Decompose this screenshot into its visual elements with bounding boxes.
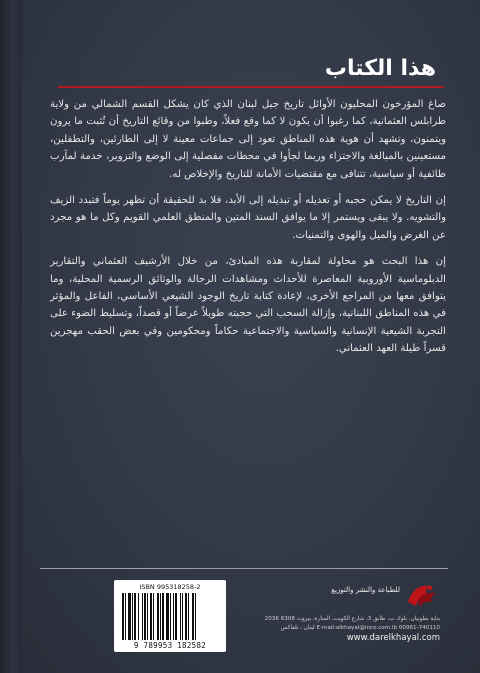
cover-title: هذا الكتاب xyxy=(324,56,436,81)
footer-divider xyxy=(40,568,448,569)
blurb-paragraph-3: إن هذا البحث هو محاولة لمقاربة هذه المبادئ، من خلال الأرشيف العثماني والتقارير الدبلوماسية الأوروبية المعاصرة للأحداث ومشاهدات الرحالة والوثائق الرسمية المحلية، وما يتوافق معها من المراجع الأخرى، لإعادة كتابة تاريخ الوجود الشيعي الأساسي، الفاعل والمؤثر في هذه المناطق اللبنانية، وإزالة السحب التي حجبته طويلاً عرضاً أو قصداً، وتسليط الضوء على التجربة الشيعية الإنسانية والسياسية والاجتماعية حكاماً ومحكومين وفي بعض الحقب مهجرين قسراً طيلة العهد العثماني. xyxy=(50,256,446,355)
publisher-contact: E-mail:alkhayal@inco.com.lb 00961-740110 لبنان ، تلفاكس xyxy=(280,625,440,631)
barcode-icon xyxy=(122,593,218,640)
publisher-block xyxy=(228,580,440,650)
book-spine xyxy=(0,0,22,673)
title-underline xyxy=(58,86,444,88)
publisher-name: للطباعة والنشر والتوزيع xyxy=(331,586,400,594)
isbn-label: ISBN 995318258-2 xyxy=(139,583,201,591)
blurb-paragraph-1: صاغ المؤرخون المحليون الأوائل تاريخ جبل لبنان الذي كان يشكل القسم الشمالي من ولاية طرابلس العثمانية، كما رغبوا أن يكون لا كما وقع فعلاً، وطبوا من وقائع التاريخ أن تُثبت ما يرون ويتمنون، وتشهد أن هوية هذه المناطق تعود إلى جماعات معينة لا إلى الطارئين، والتطفلين، مستعينين بالمبالغة والاجتزاء وربما لجأوا في محطات مفصلية إلى الوضع والتزوير، خدمة لمآرب طائفية أو سياسية، تتنافى مع مقتضيات الأمانة للتاريخ والإخلاص له. xyxy=(50,99,446,180)
isbn-barcode xyxy=(114,580,226,652)
barcode-digits: 9 789953 182582 xyxy=(133,641,207,650)
publisher-website: www.darelkhayal.com xyxy=(346,633,440,643)
publisher-address: بناية بطوبيان، بلوك ب، طابق 3، شارع الكويت، المنارة، بيروت 6308 2036 xyxy=(264,616,440,622)
publisher-logo-icon xyxy=(404,580,440,610)
blurb-text xyxy=(50,96,446,367)
blurb-paragraph-2: إن التاريخ لا يمكن حجبه أو تعديله أو تبديله إلى الأبد، فلا بد للحقيقة أن تظهر يوماً فتبدد الزيف والتشويه. ولا يبقى ويستمر إلا ما يوافق السند المتين والمنطق العلمي القويم وكل ما هو مجرد عن الغرض والميل والهوى والتمنيات. xyxy=(50,195,446,241)
